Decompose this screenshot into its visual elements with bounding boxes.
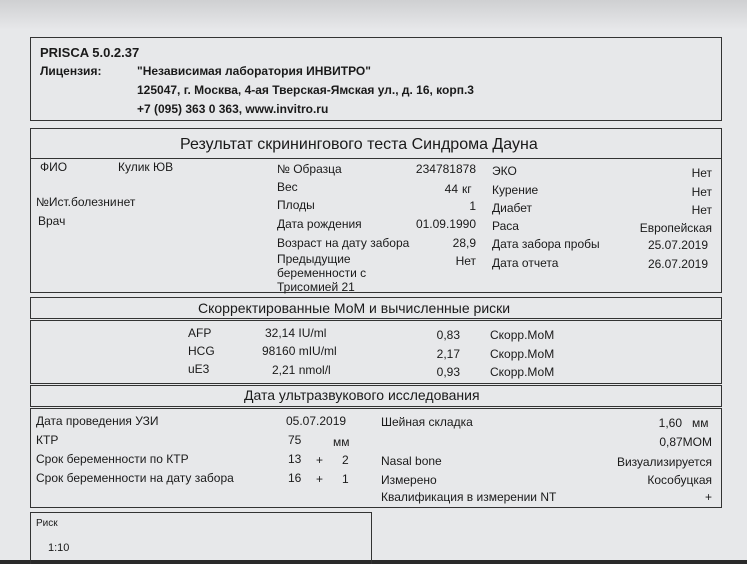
nt-value: 1,60 (658, 416, 682, 430)
nt-unit: мм (692, 416, 709, 430)
sample-value: 234781878 (415, 162, 476, 176)
fio-value: Кулик ЮВ (118, 160, 174, 174)
afp-mom-label: Скорр.МоМ (490, 328, 555, 342)
case-value: нет (117, 195, 136, 209)
nt-mom: 0,87МОМ (659, 435, 712, 449)
ktr-value: 75 (288, 433, 302, 447)
race-value: Европейская (639, 221, 712, 235)
fetus-label: Плоды (277, 198, 315, 212)
prev-label-line1: Предыдущие (277, 252, 351, 266)
term-draw-days: 1 (342, 472, 349, 486)
result-title: Результат скринингового теста Синдрома Дауна (180, 136, 538, 153)
afp-value: 32,14 IU/ml (265, 326, 327, 340)
nasal-value: Визуализируется (616, 455, 712, 469)
term-draw-plus: + (316, 472, 324, 486)
eco-label: ЭКО (492, 164, 517, 178)
mom-title: Скорректированные МоМ и вычисленные риски (198, 300, 511, 316)
dob-label: Дата рождения (277, 217, 362, 231)
prev-value: Нет (455, 254, 476, 268)
qual-value: + (704, 490, 712, 504)
draw-date-value: 25.07.2019 (647, 238, 708, 252)
risk-value: 1:10 (48, 542, 70, 554)
age-value: 28,9 (452, 236, 476, 250)
risk-box (30, 512, 372, 564)
ue3-mom: 0,93 (436, 365, 460, 379)
hcg-mom-label: Скорр.МоМ (490, 347, 555, 361)
weight-label: Вес (277, 180, 298, 194)
report-date-value: 26.07.2019 (647, 257, 708, 271)
us-title: Дата ультразвукового исследования (244, 387, 480, 403)
term-ktr-weeks: 13 (288, 452, 302, 466)
term-ktr-days: 2 (342, 453, 349, 467)
ktr-label: КТР (36, 433, 59, 447)
license-label: Лицензия: (40, 64, 102, 78)
sample-label: № Образца (277, 162, 342, 176)
ue3-value: 2,21 nmol/l (272, 363, 331, 377)
weight-value: 44 (444, 182, 458, 196)
afp-mom: 0,83 (436, 328, 460, 342)
lab-address: 125047, г. Москва, 4-ая Тверская-Ямская ул., д. 16, корп.3 (137, 83, 474, 97)
measured-label: Измерено (381, 473, 437, 487)
nasal-label: Nasal bone (381, 454, 442, 468)
ue3-marker: uE3 (188, 362, 210, 376)
lab-name: "Независимая лаборатория ИНВИТРО" (137, 64, 371, 78)
age-label: Возраст на дату забора (277, 236, 410, 250)
doctor-label: Врач (38, 214, 66, 228)
weight-unit: кг (462, 182, 472, 196)
us-date-label: Дата проведения УЗИ (36, 414, 159, 428)
ue3-mom-label: Скорр.МоМ (490, 365, 555, 379)
mom-box (30, 320, 722, 384)
report-date-label: Дата отчета (492, 256, 559, 270)
prev-label-line2: беременности с (277, 266, 367, 280)
dob-value: 01.09.1990 (415, 217, 476, 231)
draw-date-label: Дата забора пробы (492, 237, 600, 251)
fio-label: ФИО (40, 160, 68, 174)
hcg-mom: 2,17 (436, 347, 460, 361)
race-label: Раса (492, 219, 519, 233)
hcg-marker: HCG (188, 344, 215, 358)
app-version: PRISCA 5.0.2.37 (40, 45, 140, 60)
fetus-value: 1 (469, 199, 476, 213)
lab-contacts: +7 (095) 363 0 363, www.invitro.ru (137, 102, 329, 116)
hcg-value: 98160 mIU/ml (262, 344, 337, 358)
eco-value: Нет (691, 166, 712, 180)
diabetes-value: Нет (691, 203, 712, 217)
smoking-value: Нет (691, 185, 712, 199)
us-date-value: 05.07.2019 (286, 414, 347, 428)
term-draw-weeks: 16 (288, 471, 302, 485)
measured-value: Кособуцкая (647, 473, 712, 487)
nt-label: Шейная складка (381, 415, 473, 429)
diabetes-label: Диабет (492, 201, 533, 215)
term-ktr-plus: + (316, 453, 324, 467)
smoking-label: Курение (492, 183, 539, 197)
prev-label-line3: Трисомией 21 (277, 280, 355, 294)
ktr-unit: мм (333, 435, 350, 449)
case-label: №Ист.болезни (36, 195, 117, 209)
term-ktr-label: Срок беременности по КТР (36, 452, 189, 466)
risk-label: Риск (36, 518, 58, 529)
term-draw-label: Срок беременности на дату забора (36, 471, 234, 485)
qual-label: Квалификация в измерении NT (381, 490, 557, 504)
afp-marker: AFP (188, 326, 212, 340)
